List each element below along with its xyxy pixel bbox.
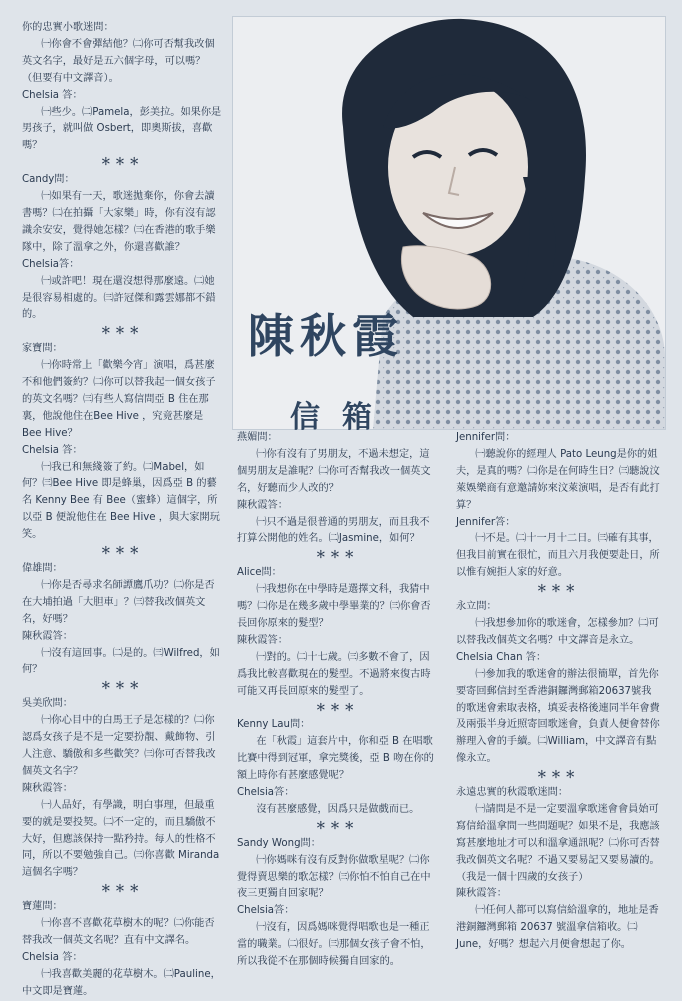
speaker-label: 偉雄問： [22, 563, 63, 574]
section-separator: ＊＊＊ [315, 550, 359, 562]
speaker-label: Jennifer問： [456, 432, 516, 443]
answer-paragraph: ㈠我想參加你的歌迷會，怎樣參加？㈡可以替我改個英文名嗎？中文譯音是永立。 [456, 617, 659, 646]
speaker-label: 永立問： [456, 601, 497, 613]
speaker-label: 陳秋霞答： [22, 630, 73, 642]
answer-paragraph: ㈠任何人都可以寫信給溫拿的，地址是香港銅鑼灣郵箱 20637 號溫拿信箱收。㈡June，好嗎？想起六月便會想起了你。 [456, 905, 659, 951]
answer-paragraph: ㈠我已和無綫簽了約。㈡Mabel，如何？㈢Bee Hive 即是蜂巢，因爲亞 B 的藝名 Kenny Bee 有 Bee（蜜蜂）這個字，所以亞 B 便說他住在 Bee Hive ，與大家開玩笑。 [22, 461, 220, 541]
portrait-illustration [233, 17, 665, 429]
section-separator: ＊＊＊ [100, 546, 144, 558]
speaker-label: 燕媚問： [237, 432, 278, 443]
speaker-label: 吳美欣問： [22, 698, 73, 710]
speaker-label: 永遠忠實的秋霞歌迷問： [456, 787, 569, 799]
page-title: 陳秋霞 [248, 309, 404, 363]
speaker-label: Chelsia Chan 答： [456, 651, 547, 663]
answer-paragraph: ㈠人品好，有學識，明白事理，但最重要的就是要投契。㈡不一定的，而且驕傲不大好，但應該保持一點矜持。每人的性格不同，所以不要勉強自己。㈢你喜歡 Miranda 這個名字嗎？ [22, 799, 220, 879]
speaker-label: 寶蓮問： [22, 901, 63, 913]
answer-paragraph: 沒有甚麼感覺，因爲只是做戲而已。 [256, 803, 420, 815]
section-separator: ＊＊＊ [315, 702, 359, 714]
answer-paragraph: ㈠參加我的歌迷會的辦法很簡單，首先你要寄回郵信封至香港銅鑼灣郵箱20637號我的歌迷會索取表格，填妥表格後連同半年會費及兩張半身近照寄回歌迷會，負責人便會替你辦理入會的手續。㈡William，中文譯音有點像永立。 [456, 668, 660, 765]
speaker-label: Chelsia 答： [22, 444, 83, 456]
speaker-label: Kenny Lau問： [237, 719, 311, 731]
qa-column-left [22, 20, 222, 1001]
portrait-photo [232, 16, 666, 430]
answer-paragraph: ㈠如果有一天，歌迷拋棄你，你會去讀書嗎？㈡在拍攝「大家樂」時，你有沒有認識余安安，覺得她怎樣？㈢在香港的歌手樂隊中，除了溫拿之外，你還喜歡誰？ [22, 191, 216, 253]
speaker-label: 你的忠實小歌迷問： [22, 22, 114, 33]
speaker-label: 陳秋霞答： [237, 499, 288, 511]
answer-paragraph: ㈠只不過是很普通的男朋友，而且我不打算公開他的姓名。㈡Jasmine，如何？ [237, 516, 430, 545]
section-separator: ＊＊＊ [100, 884, 144, 896]
answer-paragraph: ㈠或許吧！現在還沒想得那麼遠。㈡她是很容易相處的。㈢許冠傑和露雲娜都不錯的。 [22, 275, 216, 321]
answer-paragraph: ㈠你會不會彈結他？㈡你可否幫我改個英文名字，最好是五六個字母，可以嗎？（但要有中文譯音）。 [22, 38, 215, 84]
speaker-label: Alice問： [237, 567, 282, 579]
qa-column-right [456, 430, 660, 954]
section-separator: ＊＊＊ [100, 326, 144, 338]
answer-paragraph: ㈠聽說你的經理人 Pato Leung是你的姐夫，是真的嗎？㈡你是在何時生日？㈢聽說汶萊娛樂商有意邀請妳來汶萊演唱，是否有此打算？ [456, 448, 660, 511]
section-separator: ＊＊＊ [315, 820, 359, 832]
answer-paragraph: ㈠對的。㈡十七歲。㈢多數不會了，因爲我比較喜歡現在的髮型。不過將來復古時可能又再長回原來的髮型了。 [237, 651, 431, 697]
answer-paragraph: ㈠你是否尋求名師譚鷹爪功？㈡你是否在大埔拍過「大胆車」？㈢替我改個英文名，好嗎？ [22, 579, 215, 625]
speaker-label: Chelsia 答： [22, 951, 83, 963]
answer-paragraph: ㈠你有沒有了男朋友，不過未想定，這個男朋友是誰呢？㈡你可否幫我改一個英文名，好聽而少人改的？ [237, 448, 431, 494]
answer-paragraph: ㈠請問是不是一定要溫拿歌迷會會員始可寫信給溫拿問一些問題呢？如果不是，我應該寫甚麼地址才可以和溫拿通訊呢？㈡你可否替我改個英文名呢？不過又要易記又要易讀的。（我是一個十四歲的女孩子） [456, 803, 660, 883]
section-separator: ＊＊＊ [100, 157, 144, 169]
section-separator: ＊＊＊ [536, 584, 580, 596]
answer-paragraph: 在「秋霞」這套片中，你和亞 B 在唱歌比賽中得到冠軍，拿完獎後，亞 B 吻在你的額上時你有甚麼感覺呢？ [237, 736, 434, 782]
speaker-label: 陳秋霞答： [22, 782, 73, 794]
section-separator: ＊＊＊ [100, 681, 144, 693]
speaker-label: 陳秋霞答： [456, 888, 507, 900]
page-subtitle: 信箱 [290, 400, 394, 435]
answer-paragraph: ㈠我喜歡美麗的花草樹木。㈡Pauline，中文即是寶蓮。 [22, 968, 221, 997]
answer-paragraph: ㈠沒有這回事。㈡是的。㈢Wilfred，如何？ [22, 647, 220, 676]
answer-paragraph: ㈠不是。㈡十一月十二日。㈢確有其事，但我目前實在很忙，而且六月我便要赴日，所以惟有婉拒人家的好意。 [456, 533, 660, 579]
speaker-label: Jennifer答： [456, 516, 516, 528]
speaker-label: Chelsia 答： [22, 89, 83, 101]
section-separator: ＊＊＊ [536, 770, 580, 782]
qa-column-middle [237, 430, 437, 971]
speaker-label: Chelsia答： [22, 258, 80, 270]
speaker-label: Chelsia答： [237, 905, 295, 917]
answer-paragraph: ㈠我想你在中學時是選擇文科，我猜中嗎？㈡你是在幾多歲中學畢業的？㈢你會否長回你原來的髮型？ [237, 584, 431, 629]
speaker-label: Chelsia答： [237, 787, 295, 799]
answer-paragraph: ㈠些少。㈡Pamela，彭美拉。如果你是男孩子，就叫做 Osbert，即奧斯拔，喜歡嗎？ [22, 106, 222, 152]
speaker-label: Sandy Wong問： [237, 837, 321, 849]
answer-paragraph: ㈠你時常上「歡樂今宵」演唱，爲甚麼不和他們簽約？㈡你可以替我起一個女孩子的英文名嗎？㈢有些人寫信問亞 B 住在那裏，他說他住在Bee Hive ，究竟甚麼是Bee Hive？ [22, 360, 216, 439]
speaker-label: 陳秋霞答： [237, 634, 288, 646]
answer-paragraph: ㈠沒有，因爲媽咪覺得唱歌也是一種正當的職業。㈡很好。㈢那個女孩子會不怕，所以我從不在那個時候獨自回家的。 [237, 922, 431, 968]
speaker-label: 家寶問： [22, 343, 63, 355]
answer-paragraph: ㈠你喜不喜歡花草樹木的呢？㈡你能否替我改一個英文名呢？直有中文譯名。 [22, 918, 215, 946]
answer-paragraph: ㈠你媽咪有沒有反對你做歌星呢？㈡你覺得賣思樂的歌怎樣？㈢你怕不怕自己在中夜三更獨自回家呢？ [237, 854, 431, 900]
answer-paragraph: ㈠你心目中的白馬王子是怎樣的？㈡你認爲女孩子是不是一定要扮靚、戴飾物、引人注意、驕傲和多些歡笑？㈢你可否替我改個英文名字？ [22, 715, 216, 777]
speaker-label: Candy問： [22, 174, 75, 186]
